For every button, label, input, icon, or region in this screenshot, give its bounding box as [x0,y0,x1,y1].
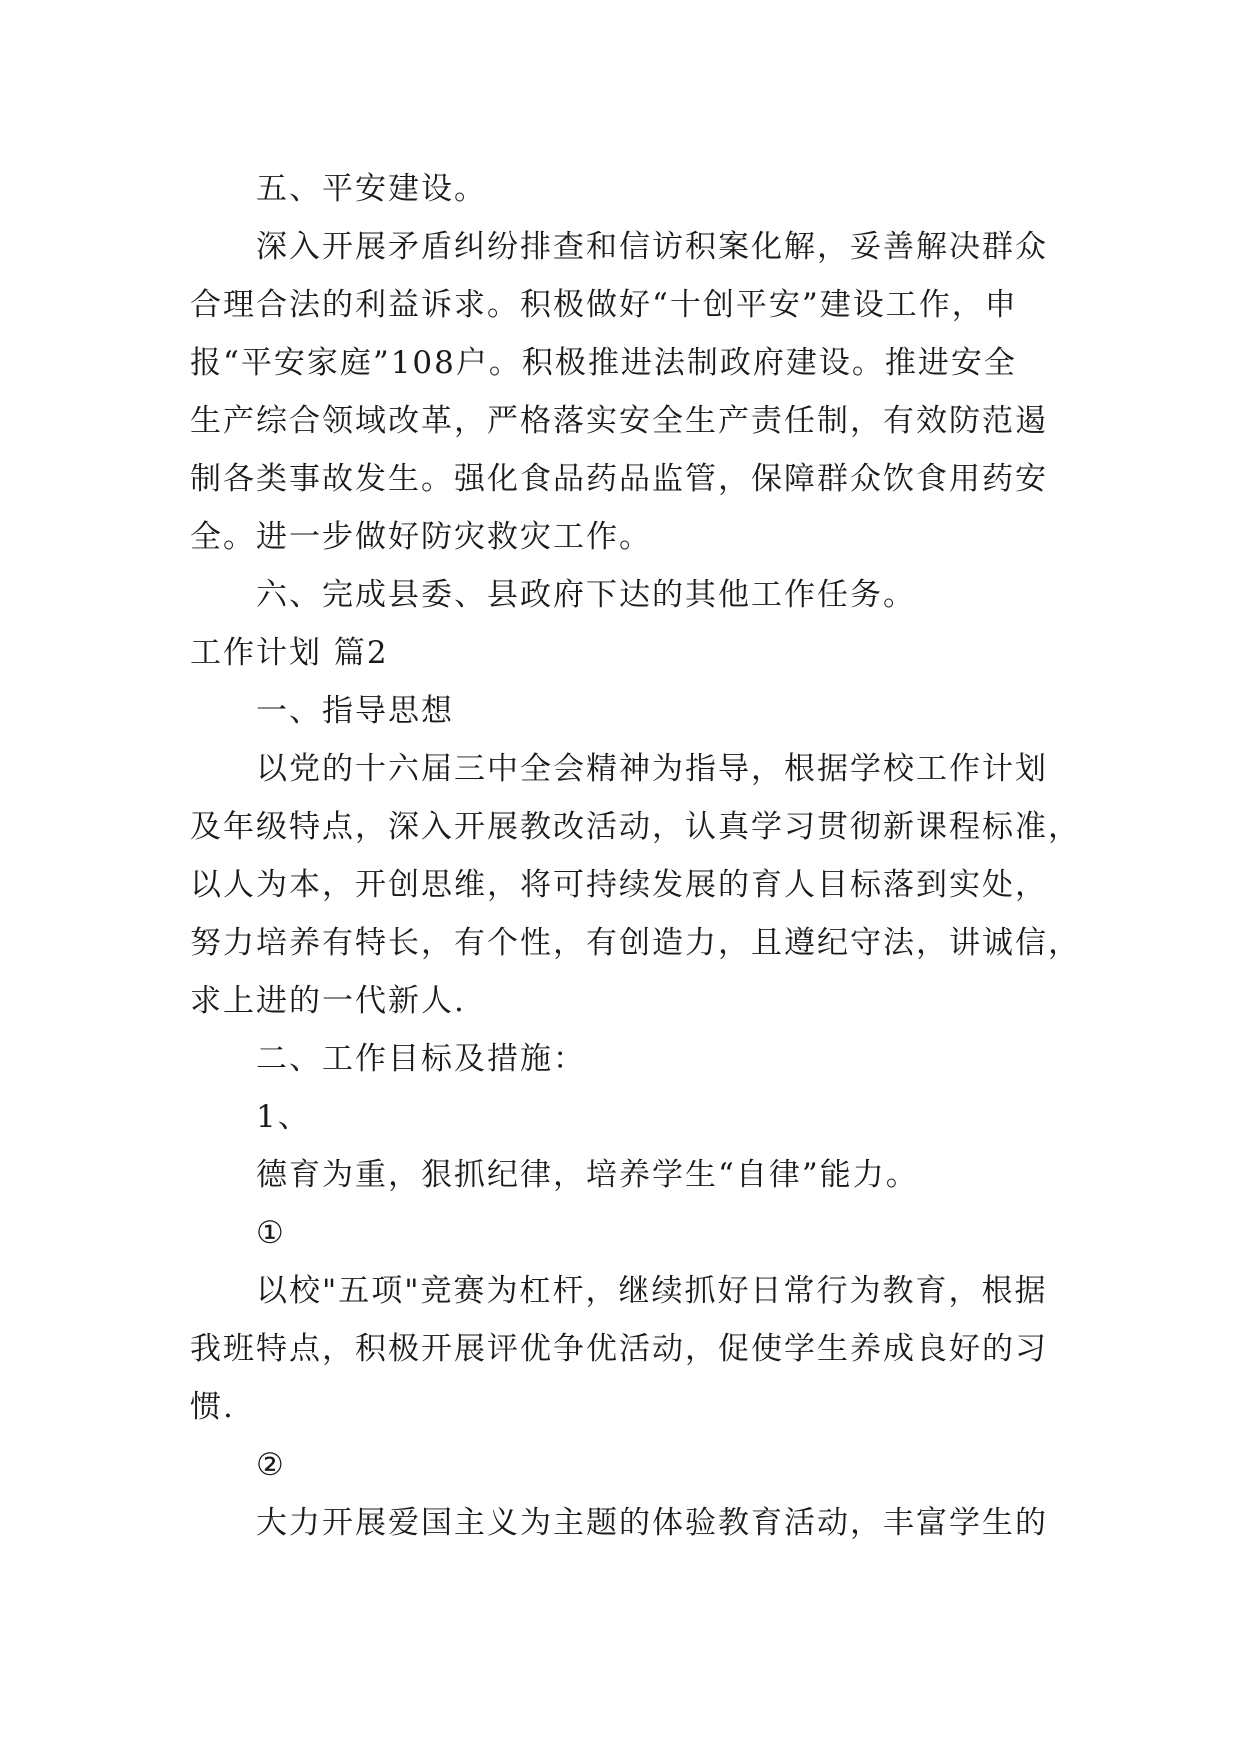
section-heading: 六、完成县委、县政府下达的其他工作任务。 [256,577,916,613]
paragraph-line: 努力培养有特长，有个性，有创造力，且遵纪守法，讲诚信， [190,925,1081,961]
section-heading: 一、指导思想 [256,693,454,729]
paragraph-line: 求上进的一代新人. [190,983,466,1019]
document-title: 工作计划 篇2 [190,635,389,671]
paragraph-line: 以校"五项"竞赛为杠杆，继续抓好日常行为教育，根据 [256,1273,1048,1309]
list-marker: ① [256,1215,286,1251]
list-marker: ② [256,1447,286,1483]
paragraph-line: 我班特点，积极开展评优争优活动，促使学生养成良好的习 [190,1331,1048,1367]
paragraph-line: 深入开展矛盾纠纷排查和信访积案化解，妥善解决群众 [256,229,1048,265]
paragraph-line: 以人为本，开创思维，将可持续发展的育人目标落到实处， [190,867,1048,903]
paragraph-line: 大力开展爱国主义为主题的体验教育活动，丰富学生的 [256,1505,1048,1541]
paragraph-line: 惯. [190,1389,235,1425]
paragraph-line: 全。进一步做好防灾救灾工作。 [190,519,652,555]
paragraph-line: 制各类事故发生。强化食品药品监管，保障群众饮食用药安 [190,461,1048,497]
paragraph-line: 德育为重，狠抓纪律，培养学生“自律”能力。 [256,1157,919,1193]
paragraph-line: 生产综合领域改革，严格落实安全生产责任制，有效防范遏 [190,403,1048,439]
section-heading: 二、工作目标及措施： [256,1041,586,1077]
section-heading: 五、平安建设。 [256,171,487,207]
document-body [190,160,1081,1552]
paragraph-line: 合理合法的利益诉求。积极做好“十创平安”建设工作，申 [190,287,1018,323]
paragraph-line: 以党的十六届三中全会精神为指导，根据学校工作计划 [256,751,1048,787]
paragraph-line: 及年级特点，深入开展教改活动，认真学习贯彻新课程标准， [190,809,1081,845]
list-number: 1、 [256,1099,311,1135]
paragraph-line: 报“平安家庭”108户。积极推进法制政府建设。推进安全 [190,345,1017,381]
